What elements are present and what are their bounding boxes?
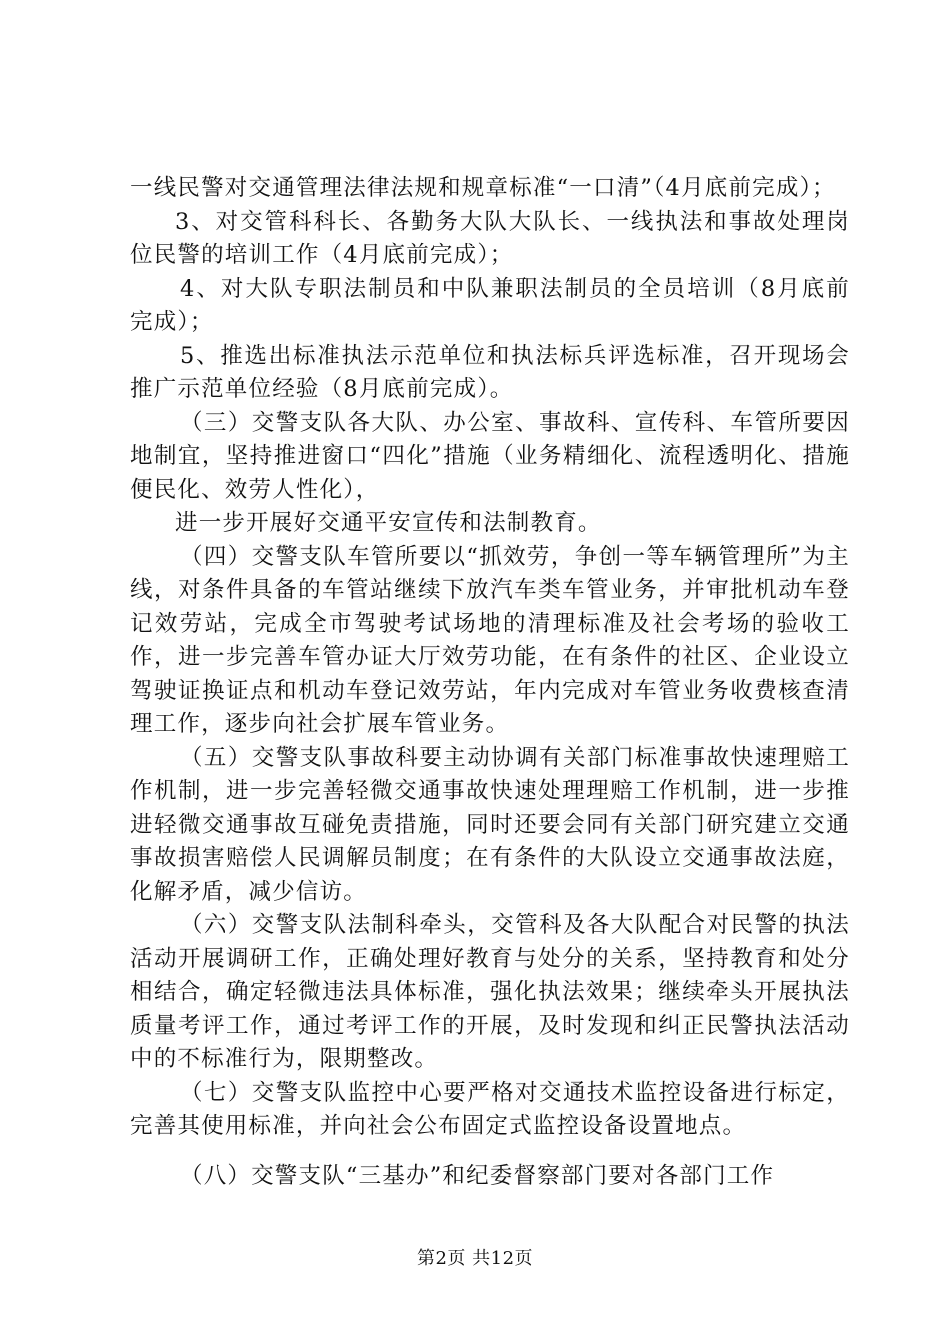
paragraph-item-5: 5、推选出标准执法示范单位和执法标兵评选标准，召开现场会推广示范单位经验（8月底前完成）。 — [130, 342, 850, 402]
paragraph-section-4: （四）交警支队车管所要以“抓效劳，争创一等车辆管理所”为主线，对条件具备的车管站继续下放汽车类车管业务，并审批机动车登记效劳站，完成全市驾驶考试场地的清理标准及社会考场的验收工作，进一步完善车管办证大厅效劳功能，在有条件的社区、企业设立驾驶证换证点和机动车登记效劳站，年内完成对车管业务收费核查清理工作，逐步向社会扩展车管业务。 — [130, 543, 850, 737]
paragraph-section-5: （五）交警支队事故科要主动协调有关部门标准事故快速理赔工作机制，进一步完善轻微交通事故快速处理理赔工作机制，进一步推进轻微交通事故互碰免责措施，同时还要会同有关部门研究建立交通事故损害赔偿人民调解员制度；在有条件的大队设立交通事故法庭，化解矛盾，减少信访。 — [130, 744, 850, 905]
paragraph-continuation: 一线民警对交通管理法律法规和规章标准“一口清”（4月底前完成）； — [130, 175, 836, 201]
page-number-footer: 第2页 共12页 — [416, 1248, 534, 1269]
paragraph-section-3-cont: 进一步开展好交通平安宣传和法制教育。 — [175, 510, 602, 536]
paragraph-section-3: （三）交警支队各大队、办公室、事故科、宣传科、车管所要因地制宜，坚持推进窗口“四化”措施（业务精细化、流程透明化、措施便民化、效劳人性化）， — [130, 409, 850, 503]
document-body — [130, 172, 850, 1193]
paragraph-section-8: （八）交警支队“三基办”和纪委督察部门要对各部门工作 — [180, 1162, 775, 1189]
paragraph-section-7: （七）交警支队监控中心要严格对交通技术监控设备进行标定，完善其使用标准，并向社会公布固定式监控设备设置地点。 — [130, 1079, 850, 1139]
paragraph-item-4: 4、对大队专职法制员和中队兼职法制员的全员培训（8月底前完成）； — [130, 275, 850, 335]
paragraph-section-6: （六）交警支队法制科牵头，交管科及各大队配合对民警的执法活动开展调研工作，正确处理好教育与处分的关系，坚持教育和处分相结合，确定轻微违法具体标准，强化执法效果；继续牵头开展执法质量考评工作，通过考评工作的开展，及时发现和纠正民警执法活动中的不标准行为，限期整改。 — [130, 912, 850, 1072]
paragraph-item-3: 3、对交管科科长、各勤务大队大队长、一线执法和事故处理岗位民警的培训工作（4月底前完成）； — [130, 208, 850, 268]
